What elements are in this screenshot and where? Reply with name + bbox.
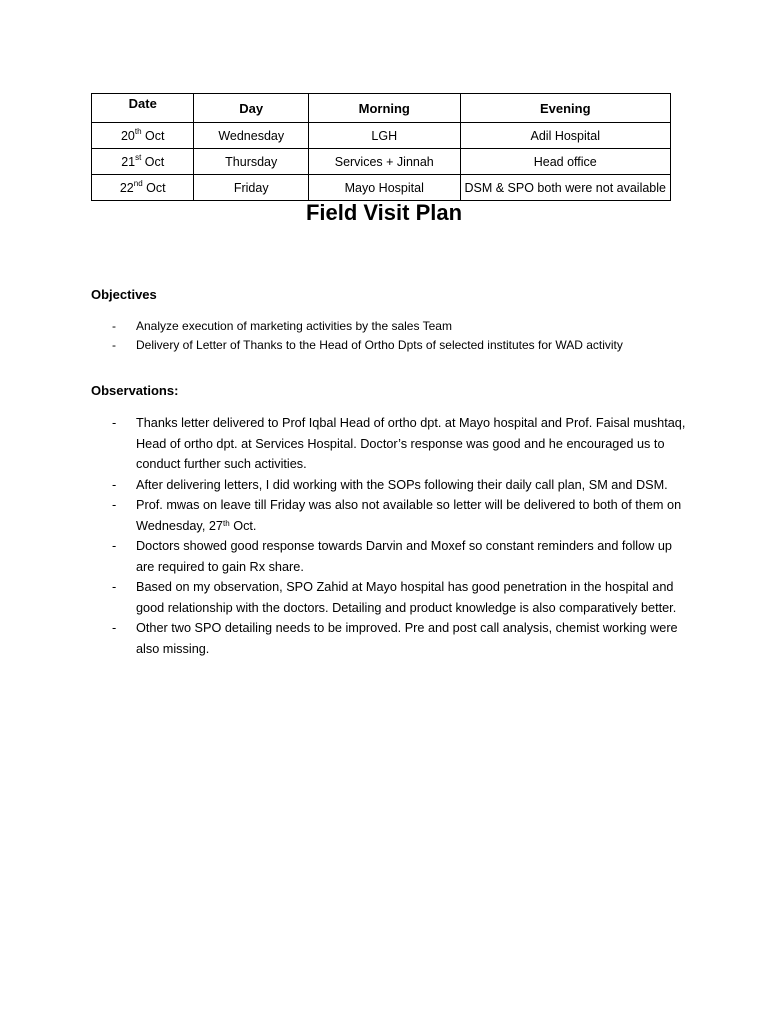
evening-cell: DSM & SPO both were not available <box>460 175 671 201</box>
table-row <box>92 175 671 201</box>
header-morning: Morning <box>308 94 460 123</box>
list-item: - Thanks letter delivered to Prof Iqbal Head of ortho dpt. at Mayo hospital and Prof. Faisal mushtaq, Head of ortho dpt. at Services Hospital. Doctor’s response was good and he encouraged us to conduct further such activities. <box>112 413 692 475</box>
observations-list <box>112 413 692 659</box>
observations-heading: Observations: <box>91 383 179 398</box>
header-evening: Evening <box>460 94 671 123</box>
objectives-heading: Objectives <box>91 287 157 302</box>
table-header-row <box>92 94 671 123</box>
list-item: - Other two SPO detailing needs to be improved. Pre and post call analysis, chemist working were also missing. <box>112 618 692 659</box>
date-cell: 21st Oct <box>92 149 194 175</box>
page-title: Field Visit Plan <box>305 200 463 225</box>
day-cell: Thursday <box>194 149 309 175</box>
list-item: - Doctors showed good response towards Darvin and Moxef so constant reminders and follow up are required to gain Rx share. <box>112 536 692 577</box>
list-item: - Analyze execution of marketing activities by the sales Team <box>112 317 692 336</box>
list-item: - Based on my observation, SPO Zahid at Mayo hospital has good penetration in the hospital and good relationship with the doctors. Detailing and product knowledge is also comparatively better. <box>112 577 692 618</box>
table-row <box>92 123 671 149</box>
table-row <box>92 149 671 175</box>
day-cell: Friday <box>194 175 309 201</box>
header-day: Day <box>194 94 309 123</box>
list-item: - After delivering letters, I did working with the SOPs following their daily call plan, SM and DSM. <box>112 475 692 496</box>
list-item: - Delivery of Letter of Thanks to the Head of Ortho Dpts of selected institutes for WAD activity <box>112 336 692 355</box>
visit-schedule-table <box>91 93 671 201</box>
evening-cell: Adil Hospital <box>460 123 671 149</box>
date-cell: 20th Oct <box>92 123 194 149</box>
header-date: Date <box>92 94 194 123</box>
morning-cell: Mayo Hospital <box>308 175 460 201</box>
objectives-list <box>112 317 692 355</box>
day-cell: Wednesday <box>194 123 309 149</box>
morning-cell: LGH <box>308 123 460 149</box>
date-cell: 22nd Oct <box>92 175 194 201</box>
evening-cell: Head office <box>460 149 671 175</box>
morning-cell: Services + Jinnah <box>308 149 460 175</box>
list-item: - Prof. mwas on leave till Friday was also not available so letter will be delivered to both of them on Wednesday, 27th Oct. <box>112 495 692 536</box>
